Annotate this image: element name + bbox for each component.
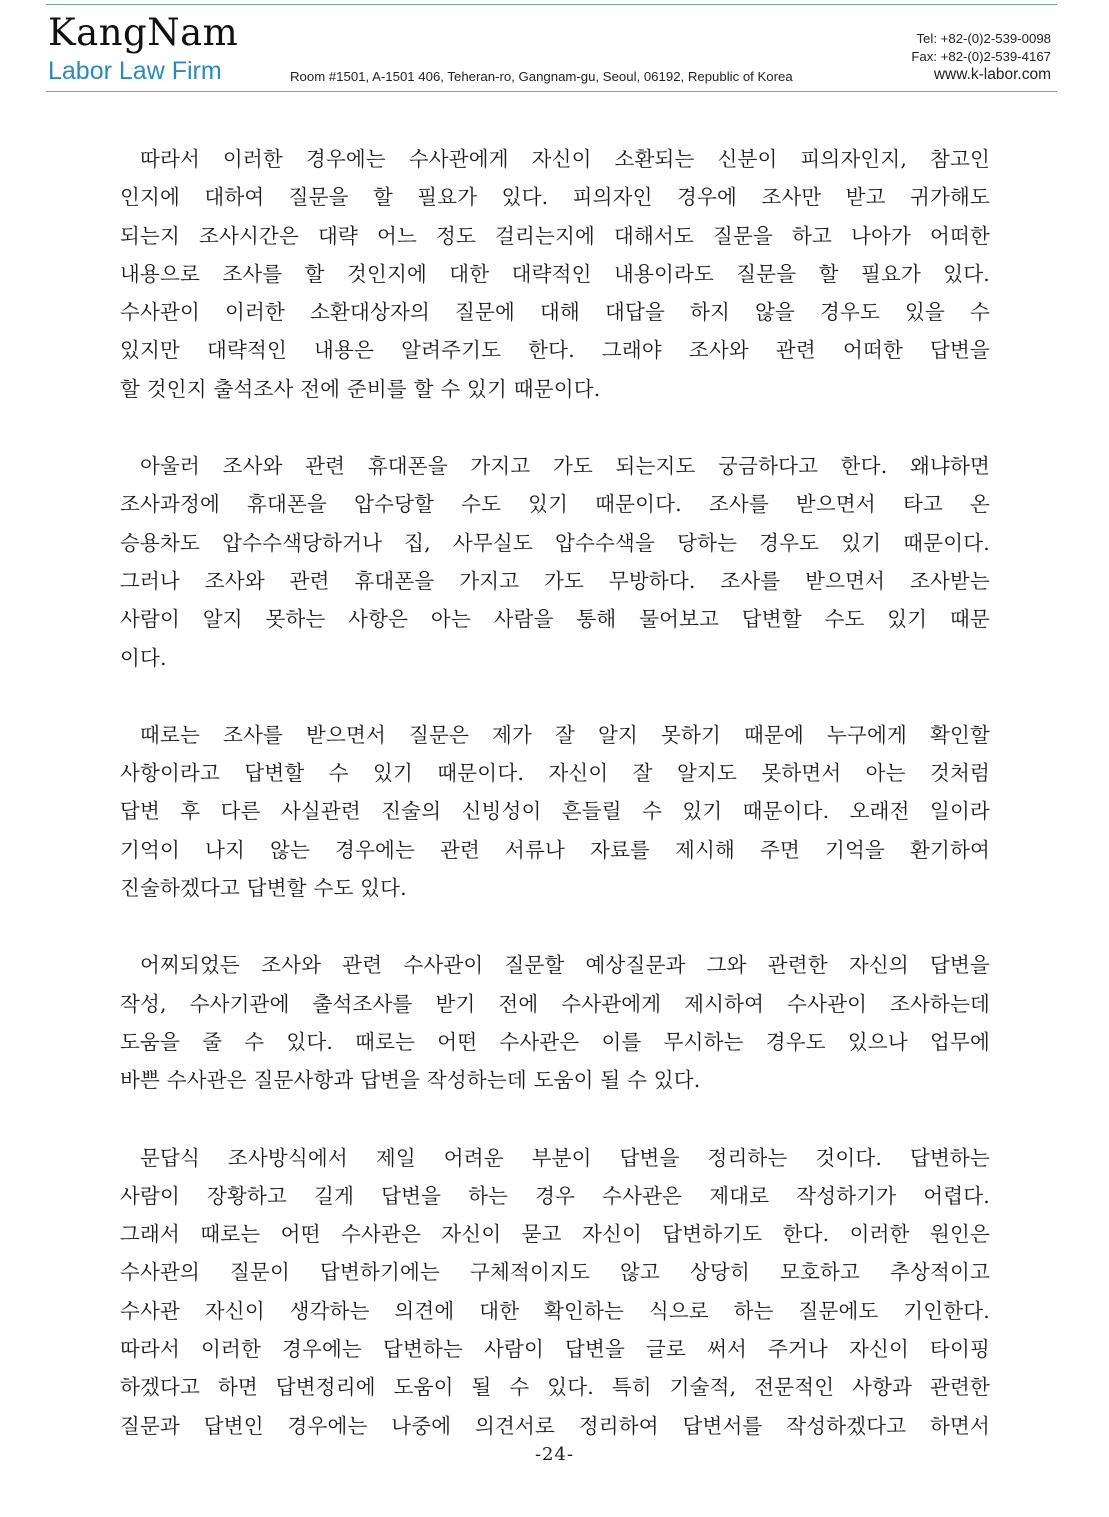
text-line: 내용으로 조사를 할 것인지에 대한 대략적인 내용이라도 질문을 할 필요가 있다. bbox=[120, 261, 990, 286]
text-line: 되는지 조사시간은 대략 어느 정도 걸리는지에 대해서도 질문을 하고 나아가 어떠한 bbox=[120, 223, 990, 248]
text-line: 따라서 이러한 경우에는 답변하는 사람이 답변을 글로 써서 주거나 자신이 타이핑 bbox=[120, 1337, 990, 1362]
text-line: 수사관의 질문이 답변하기에는 구체적이지도 않고 상당히 모호하고 추상적이고 bbox=[120, 1260, 990, 1285]
text-line: 사항이라고 답변할 수 있기 때문이다. 자신이 잘 알지도 못하면서 아는 것처럼 bbox=[120, 761, 990, 786]
text-line: 그래서 때로는 어떤 수사관은 자신이 묻고 자신이 답변하기도 한다. 이러한 원인은 bbox=[120, 1222, 990, 1247]
paragraph bbox=[120, 946, 990, 1099]
tel-number: Tel: +82-(0)2-539-0098 bbox=[916, 31, 1051, 46]
text-line: 그러나 조사와 관련 휴대폰을 가지고 가도 무방하다. 조사를 받으면서 조사받는 bbox=[120, 568, 990, 593]
text-line: 기억이 나지 않는 경우에는 관련 서류나 자료를 제시해 주면 기억을 환기하여 bbox=[120, 837, 990, 862]
text-line: 어찌되었든 조사와 관련 수사관이 질문할 예상질문과 그와 관련한 자신의 답변을 bbox=[140, 953, 990, 978]
text-line: 승용차도 압수수색당하거나 집, 사무실도 압수수색을 당하는 경우도 있기 때문이다. bbox=[120, 530, 990, 555]
text-line: 조사과정에 휴대폰을 압수당할 수도 있기 때문이다. 조사를 받으면서 타고 온 bbox=[120, 492, 990, 517]
text-line: 작성, 수사기관에 출석조사를 받기 전에 수사관에게 제시하여 수사관이 조사하는데 bbox=[120, 991, 990, 1016]
text-line: 도움을 줄 수 있다. 때로는 어떤 수사관은 이를 무시하는 경우도 있으나 업무에 bbox=[120, 1029, 990, 1054]
website-link[interactable]: www.k-labor.com bbox=[933, 66, 1051, 83]
text-line: 수사관이 이러한 소환대상자의 질문에 대해 대답을 하지 않을 경우도 있을 수 bbox=[120, 300, 990, 325]
text-line: 수사관 자신이 생각하는 의견에 대한 확인하는 식으로 하는 질문에도 기인한다. bbox=[120, 1298, 990, 1323]
firm-logo-name: KangNam bbox=[48, 11, 239, 54]
paragraph bbox=[120, 716, 990, 907]
page-number: -24- bbox=[534, 1444, 575, 1465]
firm-logo-subtitle: Labor Law Firm bbox=[48, 57, 222, 85]
firm-address: Room #1501, A-1501 406, Teheran-ro, Gangnam-gu, Seoul, 06192, Republic of Korea bbox=[290, 69, 793, 84]
text-line: 할 것인지 출석조사 전에 준비를 할 수 있기 때문이다. bbox=[120, 376, 601, 401]
text-line: 문답식 조사방식에서 제일 어려운 부분이 답변을 정리하는 것이다. 답변하는 bbox=[140, 1145, 990, 1170]
text-line: 질문과 답변인 경우에는 나중에 의견서로 정리하여 답변서를 작성하겠다고 하면서 bbox=[120, 1413, 990, 1438]
text-line: 때로는 조사를 받으면서 질문은 제가 잘 알지 못하기 때문에 누구에게 확인할 bbox=[140, 722, 990, 747]
text-line: 답변 후 다른 사실관련 진술의 신빙성이 흔들릴 수 있기 때문이다. 오래전 일이라 bbox=[120, 799, 990, 824]
fax-number: Fax: +82-(0)2-539-4167 bbox=[911, 49, 1051, 64]
paragraph bbox=[120, 1139, 990, 1445]
text-line: 있지만 대략적인 내용은 알려주기도 한다. 그래야 조사와 관련 어떠한 답변을 bbox=[120, 338, 990, 363]
text-line: 바쁜 수사관은 질문사항과 답변을 작성하는데 도움이 될 수 있다. bbox=[120, 1068, 701, 1093]
text-line: 이다. bbox=[120, 645, 167, 670]
header-top-rule bbox=[46, 4, 1057, 5]
paragraph bbox=[120, 447, 990, 677]
paragraph bbox=[120, 140, 990, 408]
header-bottom-rule bbox=[46, 91, 1057, 92]
text-line: 사람이 장황하고 길게 답변을 하는 경우 수사관은 제대로 작성하기가 어렵다. bbox=[120, 1183, 990, 1208]
text-line: 사람이 알지 못하는 사항은 아는 사람을 통해 물어보고 답변할 수도 있기 때문 bbox=[120, 607, 990, 632]
text-line: 아울러 조사와 관련 휴대폰을 가지고 가도 되는지도 궁금하다고 한다. 왜냐하면 bbox=[140, 454, 990, 479]
text-line: 인지에 대하여 질문을 할 필요가 있다. 피의자인 경우에 조사만 받고 귀가해도 bbox=[120, 185, 990, 210]
document-body bbox=[120, 140, 990, 1484]
text-line: 진술하겠다고 답변할 수도 있다. bbox=[120, 876, 407, 901]
text-line: 하겠다고 하면 답변정리에 도움이 될 수 있다. 특히 기술적, 전문적인 사항과 관련한 bbox=[120, 1375, 990, 1400]
contact-block bbox=[911, 30, 1051, 84]
text-line: 따라서 이러한 경우에는 수사관에게 자신이 소환되는 신분이 피의자인지, 참고인 bbox=[140, 147, 990, 171]
